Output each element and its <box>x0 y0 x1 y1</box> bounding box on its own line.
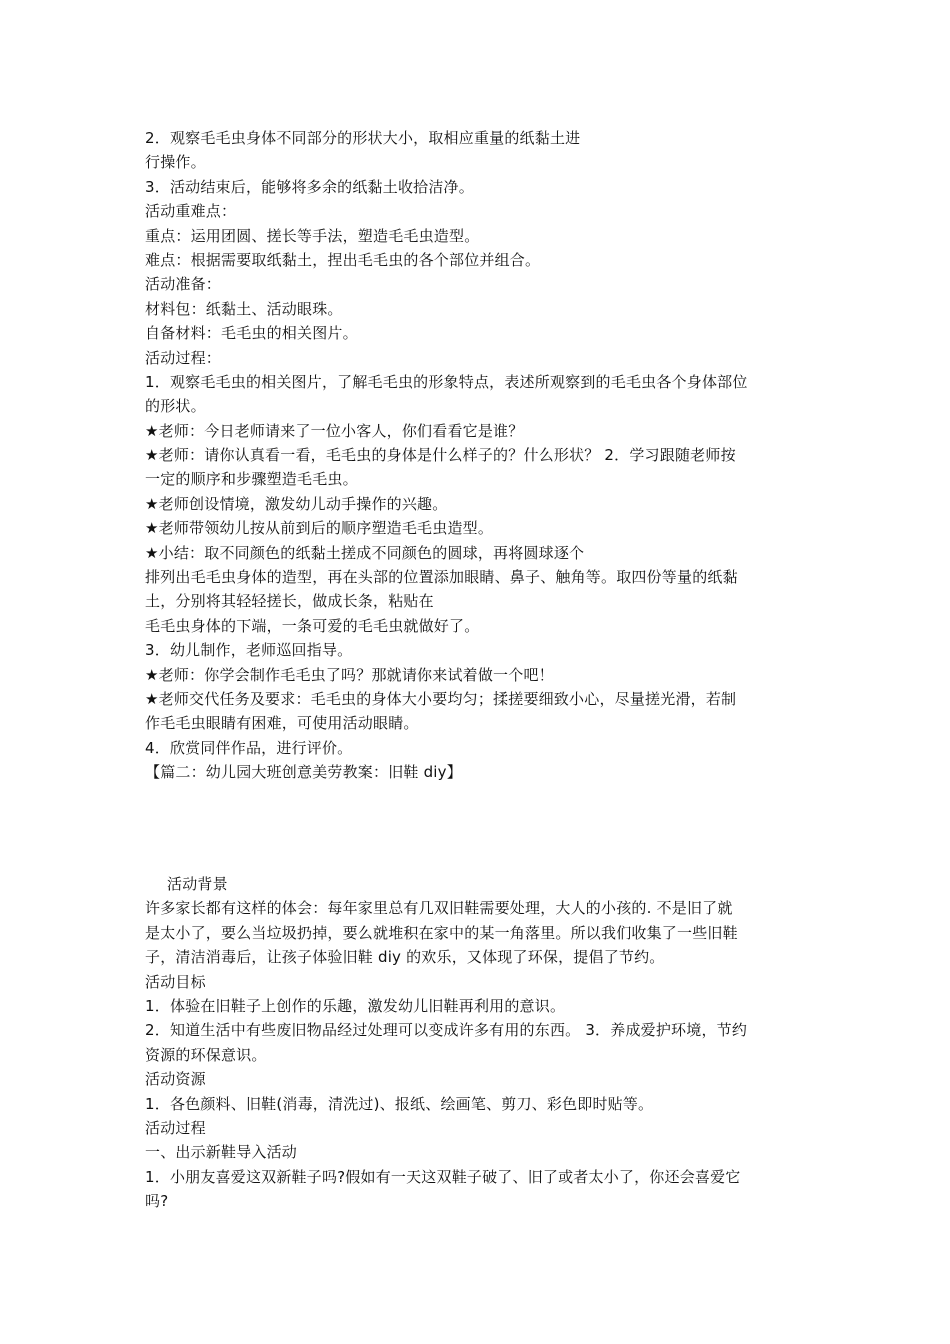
text-line: 子，清洁消毒后，让孩子体验旧鞋 diy 的欢乐，又体现了环保，提倡了节约。 <box>145 948 665 967</box>
section-heading: 活动重难点： <box>145 202 237 221</box>
section-heading: 活动背景 <box>167 875 228 893</box>
text-line: 的形状。 <box>145 397 206 416</box>
section-heading: 活动目标 <box>145 972 206 991</box>
text-line: 3．活动结束后，能够将多余的纸黏土收拾洁净。 <box>145 177 474 196</box>
text-line: 土，分别将其轻轻搓长，做成长条，粘贴在 <box>145 592 434 611</box>
text-line: 行操作。 <box>145 153 206 172</box>
section-one-text <box>145 126 813 785</box>
text-line: 1．体验在旧鞋子上创作的乐趣，激发幼儿旧鞋再利用的意识。 <box>145 996 566 1015</box>
text-line: 作毛毛虫眼睛有困难，可使用活动眼睛。 <box>145 714 419 733</box>
text-line: 3．幼儿制作，老师巡回指导。 <box>145 641 353 660</box>
text-line: ★老师：今日老师请来了一位小客人，你们看看它是谁？ <box>145 421 524 440</box>
text-line: ★老师带领幼儿按从前到后的顺序塑造毛毛虫造型。 <box>145 519 494 538</box>
text-line: 吗? <box>145 1192 169 1211</box>
section-two-text <box>145 872 813 1213</box>
text-line: 2．知道生活中有些废旧物品经过处理可以变成许多有用的东西。 3．养成爱护环境，节约 <box>145 1021 748 1040</box>
text-line: 资源的环保意识。 <box>145 1045 267 1064</box>
text-line: 排列出毛毛虫身体的造型，再在头部的位置添加眼睛、鼻子、触角等。取四份等量的纸黏 <box>145 568 738 587</box>
section-heading: 活动资源 <box>145 1070 206 1089</box>
text-line: ★老师：请你认真看一看，毛毛虫的身体是什么样子的？什么形状？ 2．学习跟随老师按 <box>145 446 736 465</box>
text-line: ★老师交代任务及要求：毛毛虫的身体大小要均匀；揉搓要细致小心，尽量搓光滑，若制 <box>145 689 737 708</box>
text-line: 难点：根据需要取纸黏土，捏出毛毛虫的各个部位并组合。 <box>145 250 541 269</box>
text-line: 2．观察毛毛虫身体不同部分的形状大小，取相应重量的纸黏土进 <box>145 129 581 147</box>
text-line: ★小结：取不同颜色的纸黏土搓成不同颜色的圆球，再将圆球逐个 <box>145 543 585 562</box>
text-line: 1．各色颜料、旧鞋(消毒，清洗过)、报纸、绘画笔、剪刀、彩色即时贴等。 <box>145 1094 654 1113</box>
text-line: 重点：运用团圆、搓长等手法，塑造毛毛虫造型。 <box>145 226 480 245</box>
text-line: 1．小朋友喜爱这双新鞋子吗?假如有一天这双鞋子破了、旧了或者太小了，你还会喜爱它 <box>145 1167 741 1186</box>
chapter-title: 【篇二：幼儿园大班创意美劳教案：旧鞋 diy】 <box>145 763 462 782</box>
text-line: ★老师创设情境，激发幼儿动手操作的兴趣。 <box>145 494 448 513</box>
text-line: 材料包：纸黏土、活动眼珠。 <box>145 299 343 318</box>
text-line: 许多家长都有这样的体会：每年家里总有几双旧鞋需要处理，大人的小孩的. 不是旧了就 <box>145 899 733 918</box>
text-line: ★老师：你学会制作毛毛虫了吗？那就请你来试着做一个吧！ <box>145 665 554 684</box>
text-line: 毛毛虫身体的下端，一条可爱的毛毛虫就做好了。 <box>145 616 480 635</box>
text-line: 是太小了，要么当垃圾扔掉，要么就堆积在家中的某一角落里。所以我们收集了一些旧鞋 <box>145 923 738 942</box>
text-line: 一定的顺序和步骤塑造毛毛虫。 <box>145 470 358 489</box>
text-line: 一、出示新鞋导入活动 <box>145 1143 298 1162</box>
section-heading: 活动过程： <box>145 348 222 367</box>
section-heading: 活动过程 <box>145 1118 206 1137</box>
text-line: 自备材料：毛毛虫的相关图片。 <box>145 324 358 343</box>
text-line: 4．欣赏同伴作品，进行评价。 <box>145 738 353 757</box>
text-line: 1．观察毛毛虫的相关图片，了解毛毛虫的形象特点，表述所观察到的毛毛虫各个身体部位 <box>145 372 748 391</box>
section-heading: 活动准备： <box>145 275 222 294</box>
